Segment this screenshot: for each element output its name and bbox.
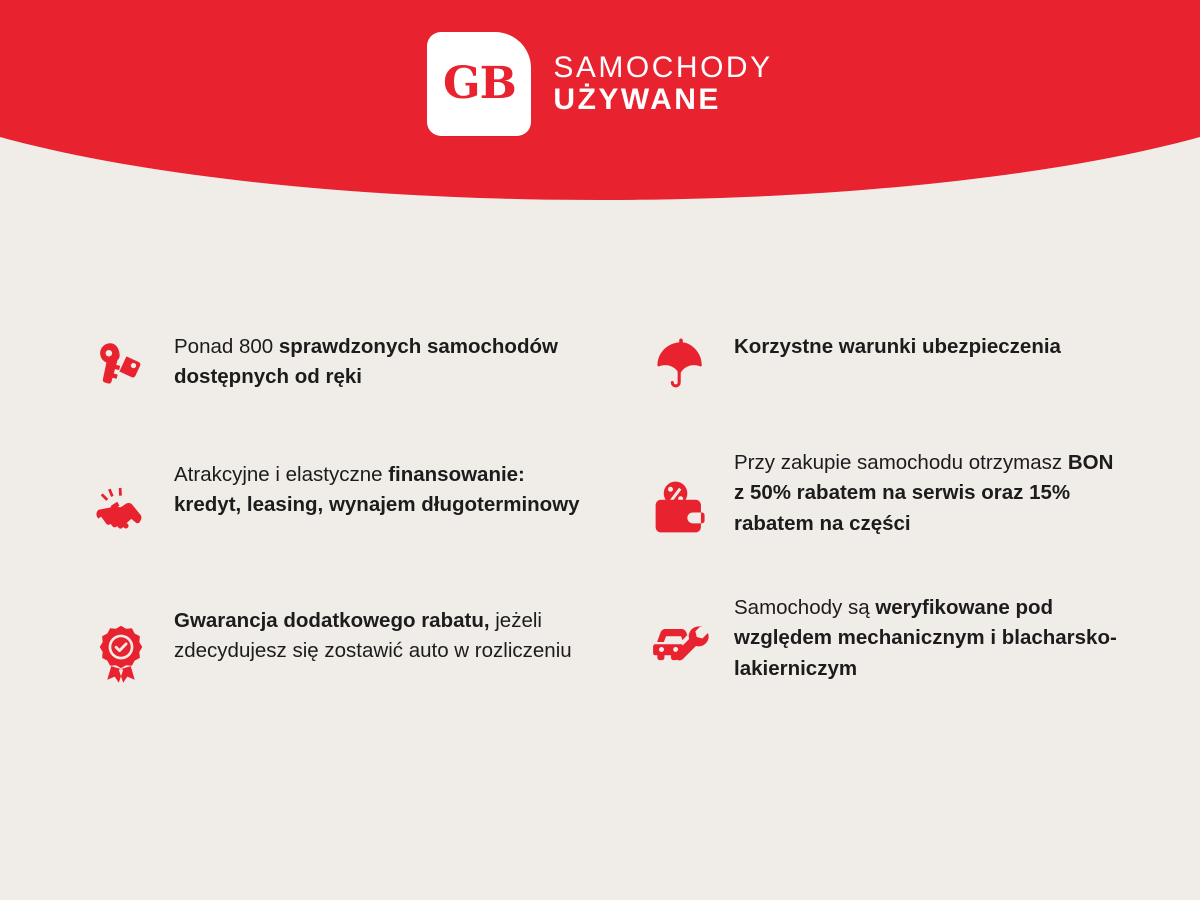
brand-name bbox=[553, 52, 772, 117]
feature-text-part-bold: finansowanie: kredyt, leasing, wynajem długoterminowy bbox=[174, 463, 580, 517]
feature-text-part-bold: Gwarancja dodatkowego rabatu, bbox=[174, 609, 490, 632]
handshake-icon bbox=[90, 480, 152, 542]
features-column-right bbox=[650, 330, 1120, 686]
feature-text bbox=[174, 458, 590, 521]
feature-text-part-bold: BON z 50% rabatem na serwis oraz 15% rabatem na części bbox=[734, 451, 1114, 535]
feature-text bbox=[734, 330, 1061, 362]
brand-name-line1: SAMOCHODY bbox=[553, 50, 773, 84]
features-grid bbox=[90, 330, 1120, 686]
feature-item bbox=[90, 458, 590, 542]
car-keys-icon bbox=[90, 334, 152, 396]
feature-text bbox=[174, 330, 590, 393]
feature-item bbox=[650, 330, 1120, 394]
umbrella-icon bbox=[650, 332, 712, 394]
feature-text-part-bold: Korzystne warunki ubezpieczenia bbox=[734, 335, 1061, 358]
page-header bbox=[0, 0, 1200, 200]
wallet-percent-icon bbox=[650, 476, 712, 538]
feature-item bbox=[650, 591, 1120, 684]
feature-text-part: Przy zakupie samochodu otrzymasz bbox=[734, 451, 1068, 474]
feature-text bbox=[734, 591, 1120, 684]
feature-item bbox=[90, 604, 590, 686]
feature-item bbox=[90, 330, 590, 396]
feature-text-part: Samochody są bbox=[734, 595, 876, 619]
feature-text-part-bold: sprawdzonych samochodów dostępnych od ręki bbox=[174, 335, 558, 389]
car-wrench-icon bbox=[650, 611, 712, 673]
feature-text bbox=[174, 604, 590, 667]
features-column-left bbox=[90, 330, 590, 686]
feature-item bbox=[650, 446, 1120, 539]
logo-monogram: GB bbox=[443, 58, 516, 109]
feature-text bbox=[734, 446, 1120, 539]
feature-text-part: Ponad 800 bbox=[174, 335, 279, 358]
logo-mark-icon bbox=[427, 32, 531, 136]
feature-text-part: Atrakcyjne i elastyczne bbox=[174, 463, 389, 486]
feature-text-part: jeżeli zdecydujesz się zostawić auto w rozliczeniu bbox=[174, 609, 572, 663]
brand-logo[interactable] bbox=[0, 32, 1200, 136]
feature-text-part-bold: weryfikowane pod względem mechanicznym i blacharsko-lakierniczym bbox=[734, 595, 1117, 680]
award-badge-icon bbox=[90, 624, 152, 686]
brand-name-line2: UŻYWANE bbox=[553, 83, 721, 116]
